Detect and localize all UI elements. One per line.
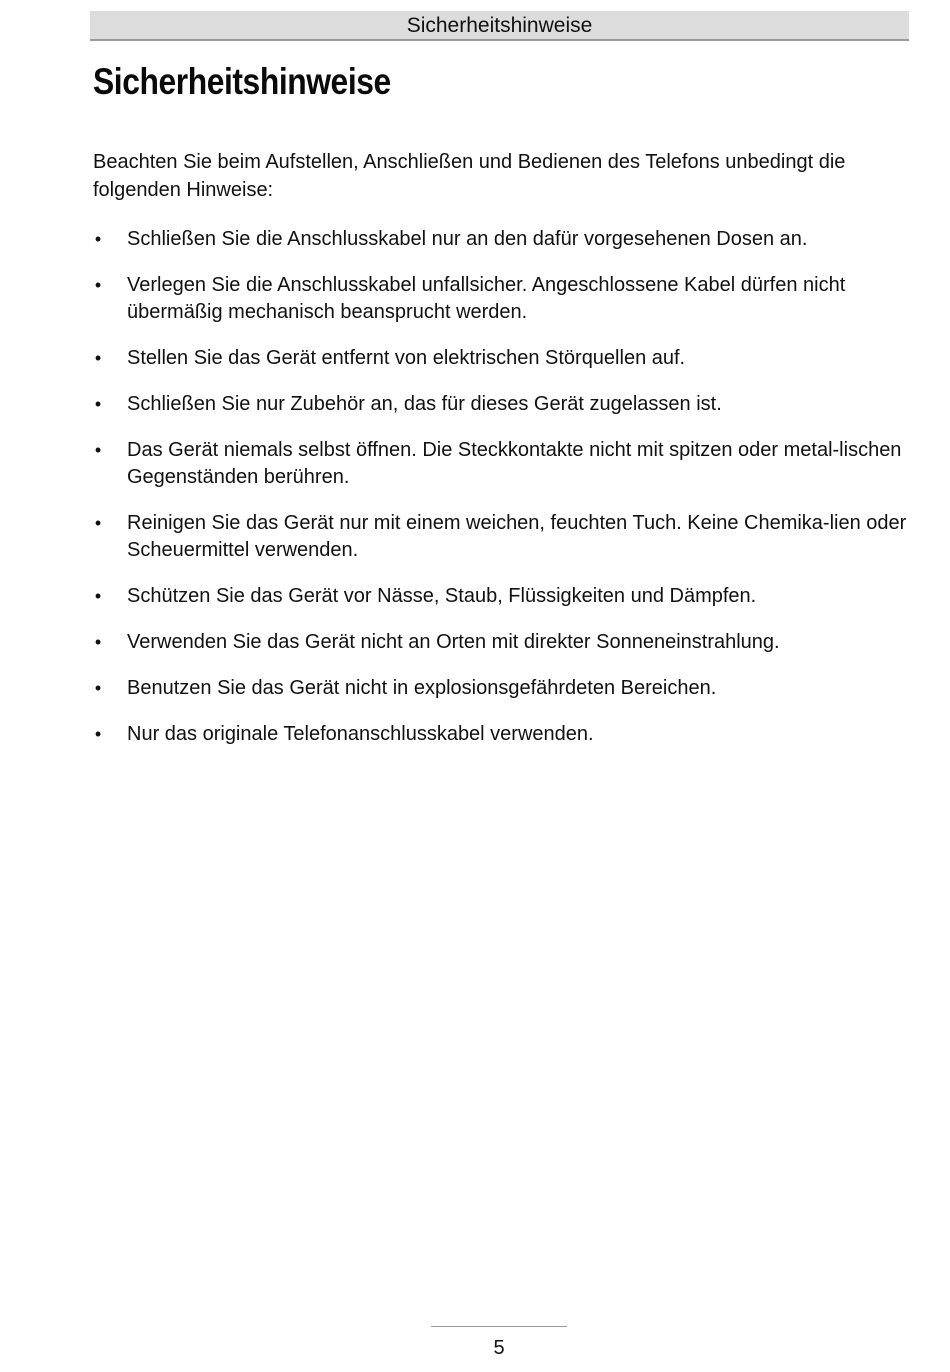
page-number: 5: [493, 1337, 505, 1359]
note-text: Schließen Sie nur Zubehör an, das für dieses Gerät zugelassen ist.: [127, 393, 722, 415]
list-item: [93, 510, 908, 564]
bullet-icon: •: [94, 632, 102, 652]
list-item: [93, 272, 908, 326]
note-text: Reinigen Sie das Gerät nur mit einem weichen, feuchten Tuch. Keine Chemika-lien oder Scheuermittel verwenden.: [127, 512, 907, 561]
list-item: [93, 345, 908, 372]
bullet-icon: •: [94, 229, 102, 249]
note-text: Verlegen Sie die Anschlusskabel unfallsicher. Angeschlossene Kabel dürfen nicht übermäßig mechanisch beansprucht werden.: [127, 274, 846, 323]
bullet-icon: •: [94, 513, 102, 533]
safety-notes-list: [93, 226, 908, 767]
running-header-title: Sicherheitshinweise: [406, 14, 593, 37]
footer-divider: [431, 1326, 567, 1327]
note-text: Schützen Sie das Gerät vor Nässe, Staub, Flüssigkeiten und Dämpfen.: [127, 585, 757, 607]
bullet-icon: •: [94, 678, 102, 698]
list-item: [93, 721, 908, 748]
list-item: [93, 226, 908, 253]
intro-paragraph: Beachten Sie beim Aufstellen, Anschließen und Bedienen des Telefons unbedingt die folgenden Hinweise:: [93, 151, 846, 201]
note-text: Verwenden Sie das Gerät nicht an Orten mit direkter Sonneneinstrahlung.: [127, 631, 780, 653]
bullet-icon: •: [94, 394, 102, 414]
page-title: Sicherheitshinweise: [93, 61, 391, 102]
list-item: [93, 437, 908, 491]
running-header: [90, 11, 909, 41]
note-text: Das Gerät niemals selbst öffnen. Die Steckkontakte nicht mit spitzen oder metal-lischen Gegenständen berühren.: [127, 439, 902, 488]
note-text: Schließen Sie die Anschlusskabel nur an den dafür vorgesehenen Dosen an.: [127, 228, 808, 250]
list-item: [93, 391, 908, 418]
bullet-icon: •: [94, 724, 102, 744]
note-text: Nur das originale Telefonanschlusskabel verwenden.: [127, 723, 594, 745]
list-item: [93, 675, 908, 702]
bullet-icon: •: [94, 275, 102, 295]
bullet-icon: •: [94, 586, 102, 606]
note-text: Stellen Sie das Gerät entfernt von elektrischen Störquellen auf.: [127, 347, 686, 369]
bullet-icon: •: [94, 348, 102, 368]
list-item: [93, 583, 908, 610]
list-item: [93, 629, 908, 656]
bullet-icon: •: [94, 440, 102, 460]
note-text: Benutzen Sie das Gerät nicht in explosionsgefährdeten Bereichen.: [127, 677, 717, 699]
